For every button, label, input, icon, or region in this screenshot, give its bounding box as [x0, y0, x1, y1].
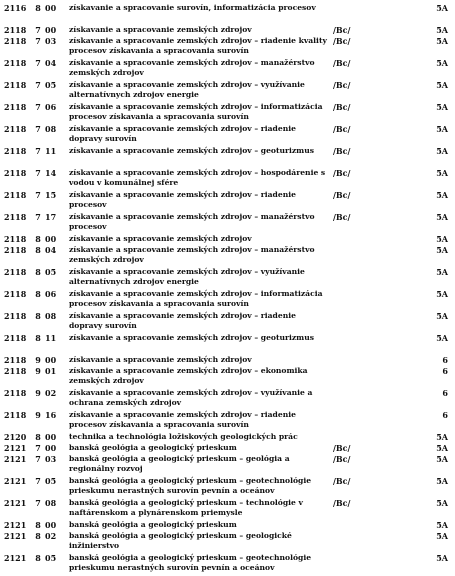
field-subcode: 8 — [35, 245, 41, 255]
field-description: získavanie a spracovanie zemských zdrojov – manažérstvo procesov — [69, 212, 315, 231]
field-code: 2118 — [4, 58, 27, 68]
field-description: technika a technológia ložiskových geologických prác — [69, 432, 298, 441]
list-item — [0, 168, 455, 190]
field-description: získavanie a spracovanie zemských zdrojov – informatizácia procesov získavania a spracovania surovín — [69, 102, 323, 121]
degree-mark: /Bc/ — [333, 58, 351, 68]
field-number: 15 — [45, 190, 57, 200]
field-description: získavanie a spracovanie zemských zdrojov – manažérstvo zemských zdrojov — [69, 245, 315, 264]
level-code: 5A — [436, 311, 448, 321]
field-code: 2118 — [4, 267, 27, 277]
field-description: získavanie a spracovanie zemských zdrojov – hospodárenie s vodou v komunálnej sfére — [69, 168, 326, 187]
field-description: banská geológia a geologický prieskum — [69, 443, 237, 452]
field-number: 00 — [45, 3, 57, 13]
field-description: získavanie a spracovanie zemských zdrojov – využívanie alternatívnych zdrojov energie — [69, 80, 305, 99]
field-code: 2121 — [4, 531, 27, 541]
field-number: 06 — [45, 289, 57, 299]
level-code: 5A — [436, 146, 448, 156]
level-code: 5A — [436, 553, 448, 563]
list-item — [0, 476, 455, 498]
field-subcode: 9 — [35, 388, 41, 398]
level-code: 5A — [436, 443, 448, 453]
list-item — [0, 190, 455, 212]
field-number: 02 — [45, 531, 57, 541]
field-description: banská geológia a geologický prieskum – geotechnológie prieskumu nerastných surovín pevnín a oceánov — [69, 553, 312, 572]
level-code: 5A — [436, 289, 448, 299]
degree-mark: /Bc/ — [333, 476, 351, 486]
field-subcode: 7 — [35, 212, 41, 222]
field-number: 11 — [45, 146, 57, 156]
field-number: 04 — [45, 58, 57, 68]
list-item — [0, 25, 455, 36]
field-description: banská geológia a geologický prieskum – geotechnológie prieskumu nerastných surovín pevnín a oceánov — [69, 476, 312, 495]
field-description: získavanie a spracovanie zemských zdrojov – riadenie procesov — [69, 190, 296, 209]
field-code: 2118 — [4, 289, 27, 299]
list-item — [0, 267, 455, 289]
field-code: 2118 — [4, 25, 27, 35]
level-code: 5A — [436, 476, 448, 486]
field-code: 2116 — [4, 3, 27, 13]
list-item — [0, 146, 455, 168]
level-code: 6 — [442, 355, 448, 365]
field-code: 2121 — [4, 498, 27, 508]
list-item — [0, 410, 455, 432]
list-item — [0, 355, 455, 366]
degree-mark: /Bc/ — [333, 102, 351, 112]
field-number: 00 — [45, 432, 57, 442]
field-description: získavanie a spracovanie zemských zdrojov — [69, 234, 252, 243]
field-subcode: 7 — [35, 498, 41, 508]
field-code: 2118 — [4, 245, 27, 255]
degree-mark: /Bc/ — [333, 146, 351, 156]
level-code: 5A — [436, 267, 448, 277]
level-code: 5A — [436, 234, 448, 244]
level-code: 5A — [436, 25, 448, 35]
degree-mark: /Bc/ — [333, 454, 351, 464]
field-subcode: 7 — [35, 124, 41, 134]
field-description: získavanie a spracovanie zemských zdrojov – využívanie alternatívnych zdrojov energie — [69, 267, 305, 286]
field-number: 08 — [45, 124, 57, 134]
list-item — [0, 3, 455, 25]
field-subcode: 9 — [35, 410, 41, 420]
field-subcode: 8 — [35, 333, 41, 343]
field-number: 08 — [45, 311, 57, 321]
level-code: 5A — [436, 58, 448, 68]
field-code: 2118 — [4, 311, 27, 321]
field-code: 2118 — [4, 124, 27, 134]
level-code: 5A — [436, 168, 448, 178]
field-code: 2118 — [4, 80, 27, 90]
list-item — [0, 333, 455, 355]
field-subcode: 7 — [35, 25, 41, 35]
field-subcode: 7 — [35, 102, 41, 112]
degree-mark: /Bc/ — [333, 80, 351, 90]
field-subcode: 7 — [35, 58, 41, 68]
field-number: 00 — [45, 520, 57, 530]
degree-mark: /Bc/ — [333, 168, 351, 178]
field-code: 2118 — [4, 333, 27, 343]
field-number: 05 — [45, 476, 57, 486]
list-item — [0, 245, 455, 267]
field-code: 2118 — [4, 234, 27, 244]
field-subcode: 9 — [35, 355, 41, 365]
list-item — [0, 520, 455, 531]
field-number: 11 — [45, 333, 57, 343]
field-description: banská geológia a geologický prieskum – technológie v naftárenskom a plynárenskom priemysle — [69, 498, 303, 517]
level-code: 6 — [442, 410, 448, 420]
field-subcode: 7 — [35, 443, 41, 453]
level-code: 5A — [436, 80, 448, 90]
field-description: získavanie a spracovanie zemských zdrojov – riadenie procesov získavania a spracovania surovín — [69, 410, 296, 429]
list-item — [0, 388, 455, 410]
field-number: 14 — [45, 168, 57, 178]
field-code: 2121 — [4, 454, 27, 464]
field-description: získavanie a spracovanie zemských zdrojov — [69, 355, 252, 364]
level-code: 5A — [436, 102, 448, 112]
list-item — [0, 58, 455, 80]
field-number: 17 — [45, 212, 57, 222]
field-code: 2121 — [4, 443, 27, 453]
level-code: 5A — [436, 498, 448, 508]
field-number: 00 — [45, 355, 57, 365]
degree-mark: /Bc/ — [333, 190, 351, 200]
field-number: 01 — [45, 366, 57, 376]
field-subcode: 8 — [35, 267, 41, 277]
level-code: 5A — [436, 36, 448, 46]
field-code: 2118 — [4, 212, 27, 222]
field-subcode: 8 — [35, 234, 41, 244]
field-subcode: 8 — [35, 432, 41, 442]
list-item — [0, 454, 455, 476]
field-subcode: 7 — [35, 146, 41, 156]
field-code: 2121 — [4, 553, 27, 563]
list-item — [0, 443, 455, 454]
field-code: 2118 — [4, 190, 27, 200]
field-description: získavanie a spracovanie zemských zdrojov – manažérstvo zemských zdrojov — [69, 58, 315, 77]
level-code: 5A — [436, 124, 448, 134]
field-subcode: 7 — [35, 168, 41, 178]
field-description: získavanie a spracovanie zemských zdrojov – geoturizmus — [69, 146, 315, 155]
field-description: získavanie a spracovanie zemských zdrojov – ekonomika zemských zdrojov — [69, 366, 308, 385]
level-code: 6 — [442, 388, 448, 398]
field-description: banská geológia a geologický prieskum – geológia a regionálny rozvoj — [69, 454, 290, 473]
level-code: 6 — [442, 366, 448, 376]
field-code: 2118 — [4, 102, 27, 112]
degree-mark: /Bc/ — [333, 124, 351, 134]
list-item — [0, 432, 455, 443]
level-code: 5A — [436, 432, 448, 442]
field-subcode: 7 — [35, 80, 41, 90]
level-code: 5A — [436, 3, 448, 13]
list-item — [0, 124, 455, 146]
field-number: 00 — [45, 25, 57, 35]
field-subcode: 7 — [35, 36, 41, 46]
field-code: 2121 — [4, 476, 27, 486]
field-description: získavanie a spracovanie zemských zdrojov – riadenie dopravy surovín — [69, 311, 296, 330]
list-item — [0, 498, 455, 520]
list-item — [0, 212, 455, 234]
degree-mark: /Bc/ — [333, 443, 351, 453]
field-subcode: 8 — [35, 3, 41, 13]
field-code: 2118 — [4, 388, 27, 398]
field-number: 02 — [45, 388, 57, 398]
list-item — [0, 80, 455, 102]
level-code: 5A — [436, 190, 448, 200]
list-item — [0, 531, 455, 553]
field-number: 05 — [45, 267, 57, 277]
level-code: 5A — [436, 212, 448, 222]
field-number: 05 — [45, 553, 57, 563]
list-item — [0, 366, 455, 388]
code-list — [0, 3, 455, 575]
field-number: 16 — [45, 410, 57, 420]
field-subcode: 8 — [35, 531, 41, 541]
degree-mark: /Bc/ — [333, 36, 351, 46]
list-item — [0, 234, 455, 245]
field-code: 2118 — [4, 36, 27, 46]
field-description: získavanie a spracovanie zemských zdrojov – informatizácia procesov získavania a spracovania surovín — [69, 289, 323, 308]
level-code: 5A — [436, 245, 448, 255]
field-description: banská geológia a geologický prieskum — [69, 520, 237, 529]
field-code: 2121 — [4, 520, 27, 530]
list-item — [0, 36, 455, 58]
field-number: 05 — [45, 80, 57, 90]
field-description: získavanie a spracovanie zemských zdrojov – riadenie kvality procesov získavania a spracovania surovín — [69, 36, 327, 55]
field-number: 08 — [45, 498, 57, 508]
degree-mark: /Bc/ — [333, 25, 351, 35]
field-number: 04 — [45, 245, 57, 255]
field-code: 2118 — [4, 168, 27, 178]
level-code: 5A — [436, 333, 448, 343]
field-number: 00 — [45, 234, 57, 244]
field-description: získavanie a spracovanie zemských zdrojov – využívanie a ochrana zemských zdrojov — [69, 388, 313, 407]
list-item — [0, 102, 455, 124]
field-subcode: 9 — [35, 366, 41, 376]
field-number: 03 — [45, 36, 57, 46]
field-code: 2118 — [4, 366, 27, 376]
field-subcode: 7 — [35, 190, 41, 200]
field-description: získavanie a spracovanie zemských zdrojov – riadenie dopravy surovín — [69, 124, 296, 143]
field-number: 00 — [45, 443, 57, 453]
field-subcode: 8 — [35, 520, 41, 530]
field-subcode: 8 — [35, 553, 41, 563]
level-code: 5A — [436, 531, 448, 541]
field-number: 06 — [45, 102, 57, 112]
field-code: 2118 — [4, 146, 27, 156]
field-subcode: 8 — [35, 311, 41, 321]
field-code: 2118 — [4, 410, 27, 420]
degree-mark: /Bc/ — [333, 498, 351, 508]
list-item — [0, 553, 455, 575]
field-description: získavanie a spracovanie surovín, informatizácia procesov — [69, 3, 316, 12]
field-description: získavanie a spracovanie zemských zdrojov — [69, 25, 252, 34]
field-number: 03 — [45, 454, 57, 464]
list-item — [0, 311, 455, 333]
field-subcode: 7 — [35, 476, 41, 486]
field-description: banská geológia a geologický prieskum – geologické inžinierstvo — [69, 531, 292, 550]
field-subcode: 8 — [35, 289, 41, 299]
degree-mark: /Bc/ — [333, 212, 351, 222]
field-subcode: 7 — [35, 454, 41, 464]
level-code: 5A — [436, 520, 448, 530]
level-code: 5A — [436, 454, 448, 464]
field-description: získavanie a spracovanie zemských zdrojov – geoturizmus — [69, 333, 315, 342]
field-code: 2118 — [4, 355, 27, 365]
list-item — [0, 289, 455, 311]
field-code: 2120 — [4, 432, 27, 442]
